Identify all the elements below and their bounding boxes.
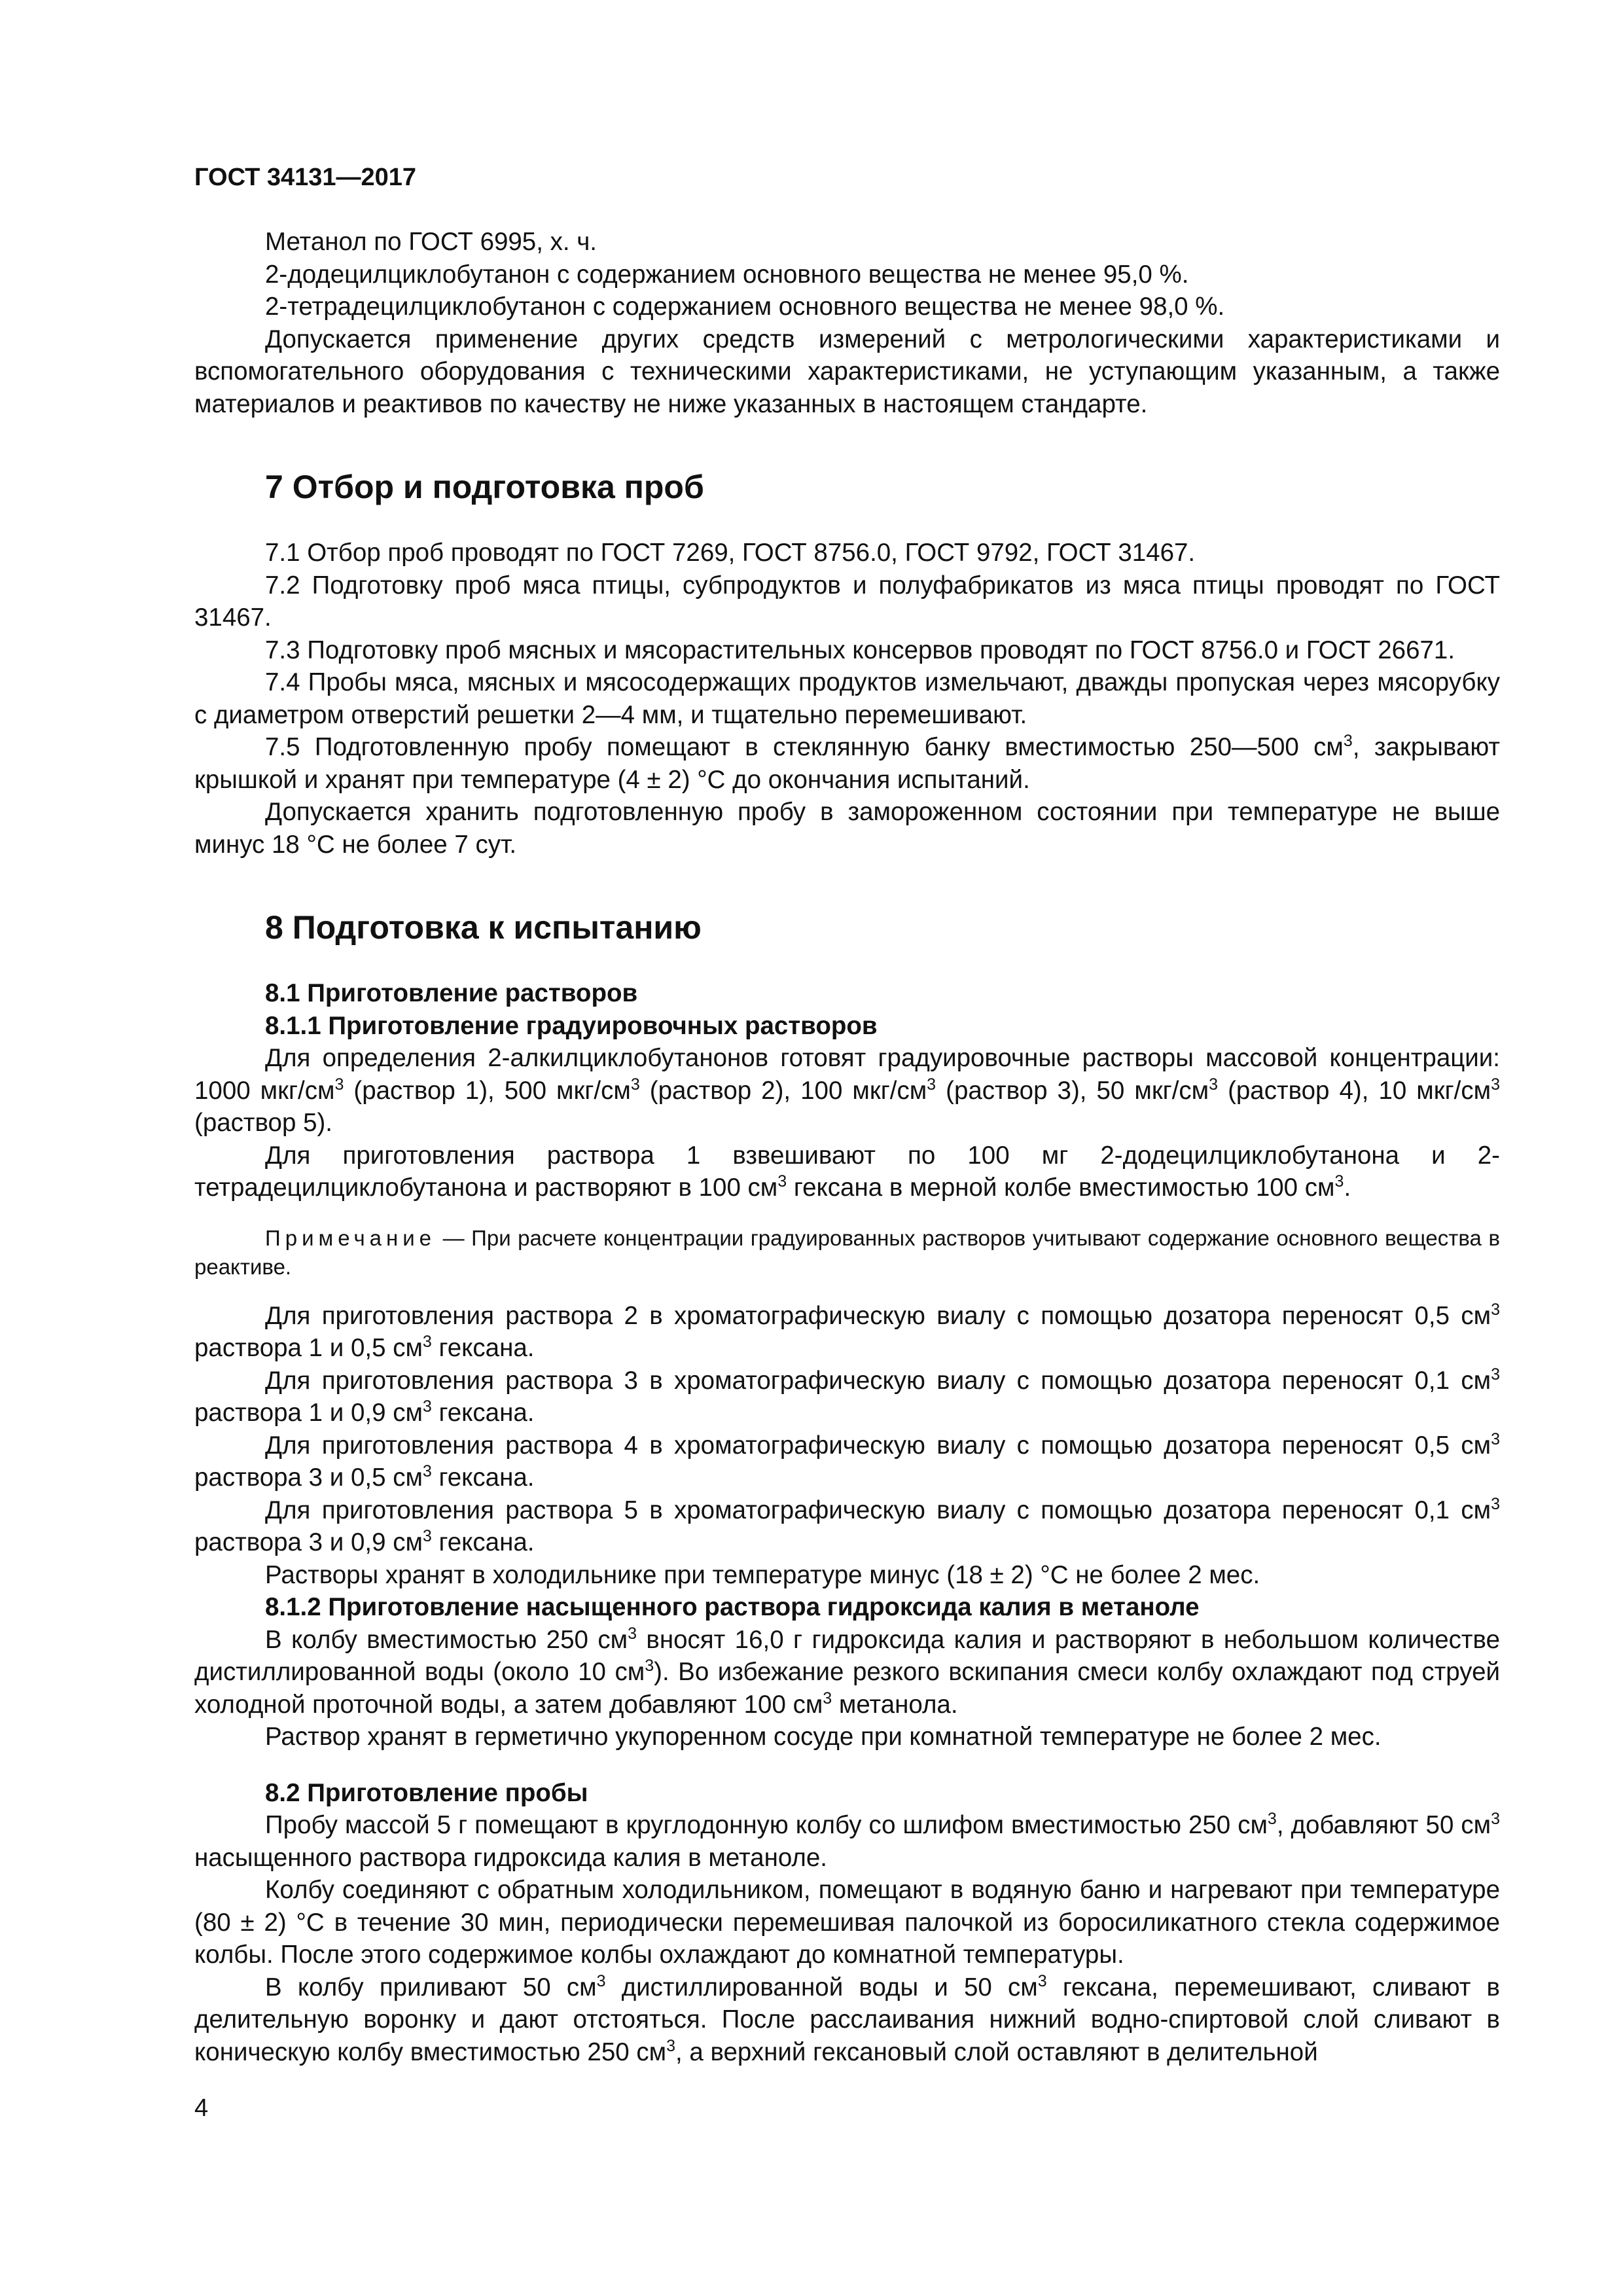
section-8-heading: 8 Подготовка к испытанию (265, 909, 702, 946)
paragraph-8-2: В колбу приливают 50 $см^3$ дистиллированной воды и 50 $см^3$ гексана, перемешивают, сливают в делительную воронку и дают отстояться. После расслаивания нижний водно-спиртовой слой сливают в коническую колбу вместимостью 250 $см^3$, а верхний гексановый слой оставляют в делительной (194, 1971, 1501, 2066)
section-8-1-1-heading: 8.1.1 Приготовление градуировочных растворов (265, 1011, 878, 1040)
paragraph-solution-3: Для приготовления раствора 3 в хроматографическую виалу с помощью дозатора переносят 0,1 $см^3$ раствора 1 и 0,9 $см^3$ гексана. (194, 1365, 1500, 1427)
document-body (194, 226, 1500, 2068)
section-8-1-heading: 8.1 Приготовление растворов (265, 979, 638, 1007)
section-8-1-2-heading: 8.1.2 Приготовление насыщенного раствора гидроксида калия в метаноле (265, 1593, 1200, 1621)
paragraph-8-2: Пробу массой 5 г помещают в круглодонную колбу со шлифом вместимостью 250 $см^3$, добавляют 50 $см^3$ насыщенного раствора гидроксида калия в метаноле. (194, 1810, 1500, 1872)
section-8-2-heading: 8.2 Приготовление пробы (265, 1778, 588, 1807)
intro-paragraph: Допускается применение других средств измерений с метрологическими характеристиками и вспомогательного оборудования с техническими характеристиками, не уступающим указанным, а также материалов и реактивов по качеству не ниже указанных в настоящем стандарте. (194, 325, 1500, 418)
intro-paragraph: 2-додецилциклобутанон с содержанием основного вещества не менее 95,0 %. (265, 260, 1189, 289)
paragraph-7-3: 7.3 Подготовку проб мясных и мясорастительных консервов проводят по ГОСТ 8756.0 и ГОСТ 26671. (265, 636, 1455, 664)
section-7-body (194, 537, 1500, 861)
paragraph-solution-4: Для приготовления раствора 4 в хроматографическую виалу с помощью дозатора переносят 0,5 $см^3$ раствора 3 и 0,5 $см^3$ гексана. (194, 1429, 1500, 1492)
note-text: — При расчете концентрации градуированных растворов учитывают содержание основного вещества в реактиве. (194, 1225, 1500, 1279)
intro-paragraph: Метанол по ГОСТ 6995, х. ч. (265, 228, 597, 256)
paragraph-7-5: 7.5 Подготовленную пробу помещают в стеклянную банку вместимостью 250—500 $см^3$, закрывают крышкой и хранят при температуре (4 ± 2) °С до окончания испытаний. (194, 732, 1500, 794)
paragraph-7-5-note: Допускается хранить подготовленную пробу в замороженном состоянии при температуре не выше минус 18 °С не более 7 сут. (194, 798, 1500, 859)
intro-block (194, 226, 1500, 420)
paragraph-8-1-2: Раствор хранят в герметично укупоренном сосуде при комнатной температуре не более 2 мес. (265, 1723, 1382, 1751)
paragraph-8-2: Колбу соединяют с обратным холодильником, помещают в водяную баню и нагревают при температуре (80 ± 2) °С в течение 30 мин, периодически перемешивая палочкой из боросиликатного стекла содержимое колбы. После этого содержимое колбы охлаждают до комнатной температуры. (194, 1876, 1500, 1969)
section-7-heading: 7 Отбор и подготовка проб (265, 469, 704, 505)
paragraph-storage: Растворы хранят в холодильнике при температуре минус (18 ± 2) °С не более 2 мес. (265, 1560, 1260, 1589)
paragraph-8-1-2: В колбу вместимостью 250 $см^3$ вносят 16,0 г гидроксида калия и растворяют в небольшом количестве дистиллированной воды (около 10 $см^3$). Во избежание резкого вскипания смеси колбу охлаждают под струей холодной проточной воды, а затем добавляют 100 $см^3$ метанола. (194, 1624, 1500, 1719)
paragraph-8-1-1: Для определения 2-алкилциклобутанонов готовят градуировочные растворы массовой концентрации: 1000 мкг/$см^3$ (раствор 1), 500 мкг/$см^3$ (раствор 2), 100 мкг/$см^3$ (раствор 3), 50 мкг/$см^3$ (раствор 4), 10 мкг/$см^3$ (раствор 5). (194, 1044, 1500, 1137)
note-label: Примечание (265, 1225, 437, 1250)
paragraph-7-4: 7.4 Пробы мяса, мясных и мясосодержащих продуктов измельчают, дважды пропуская через мясорубку с диаметром отверстий решетки 2—4 мм, и тщательно перемешивают. (194, 668, 1500, 729)
note-block (194, 1224, 1500, 1282)
paragraph-7-1: 7.1 Отбор проб проводят по ГОСТ 7269, ГОСТ 8756.0, ГОСТ 9792, ГОСТ 31467. (265, 539, 1196, 567)
paragraph-solution-2: Для приготовления раствора 2 в хроматографическую виалу с помощью дозатора переносят 0,5 $см^3$ раствора 1 и 0,5 $см^3$ гексана. (194, 1300, 1500, 1362)
paragraph-7-2: 7.2 Подготовку проб мяса птицы, субпродуктов и полуфабрикатов из мяса птицы проводят по ГОСТ 31467. (194, 571, 1500, 632)
document-header: ГОСТ 34131—2017 (194, 164, 417, 191)
intro-paragraph: 2-тетрадецилциклобутанон с содержанием основного вещества не менее 98,0 %. (265, 293, 1225, 321)
paragraph-solution-5: Для приготовления раствора 5 в хроматографическую виалу с помощью дозатора переносят 0,1 $см^3$ раствора 3 и 0,9 $см^3$ гексана. (194, 1494, 1500, 1556)
paragraph-8-1-1: Для приготовления раствора 1 взвешивают по 100 мг 2-додецилциклобутанона и 2-тетрадецилциклобутанона и растворяют в 100 $см^3$ гексана в мерной колбе вместимостью 100 $см^3$. (194, 1141, 1500, 1202)
page-number: 4 (194, 2094, 209, 2122)
